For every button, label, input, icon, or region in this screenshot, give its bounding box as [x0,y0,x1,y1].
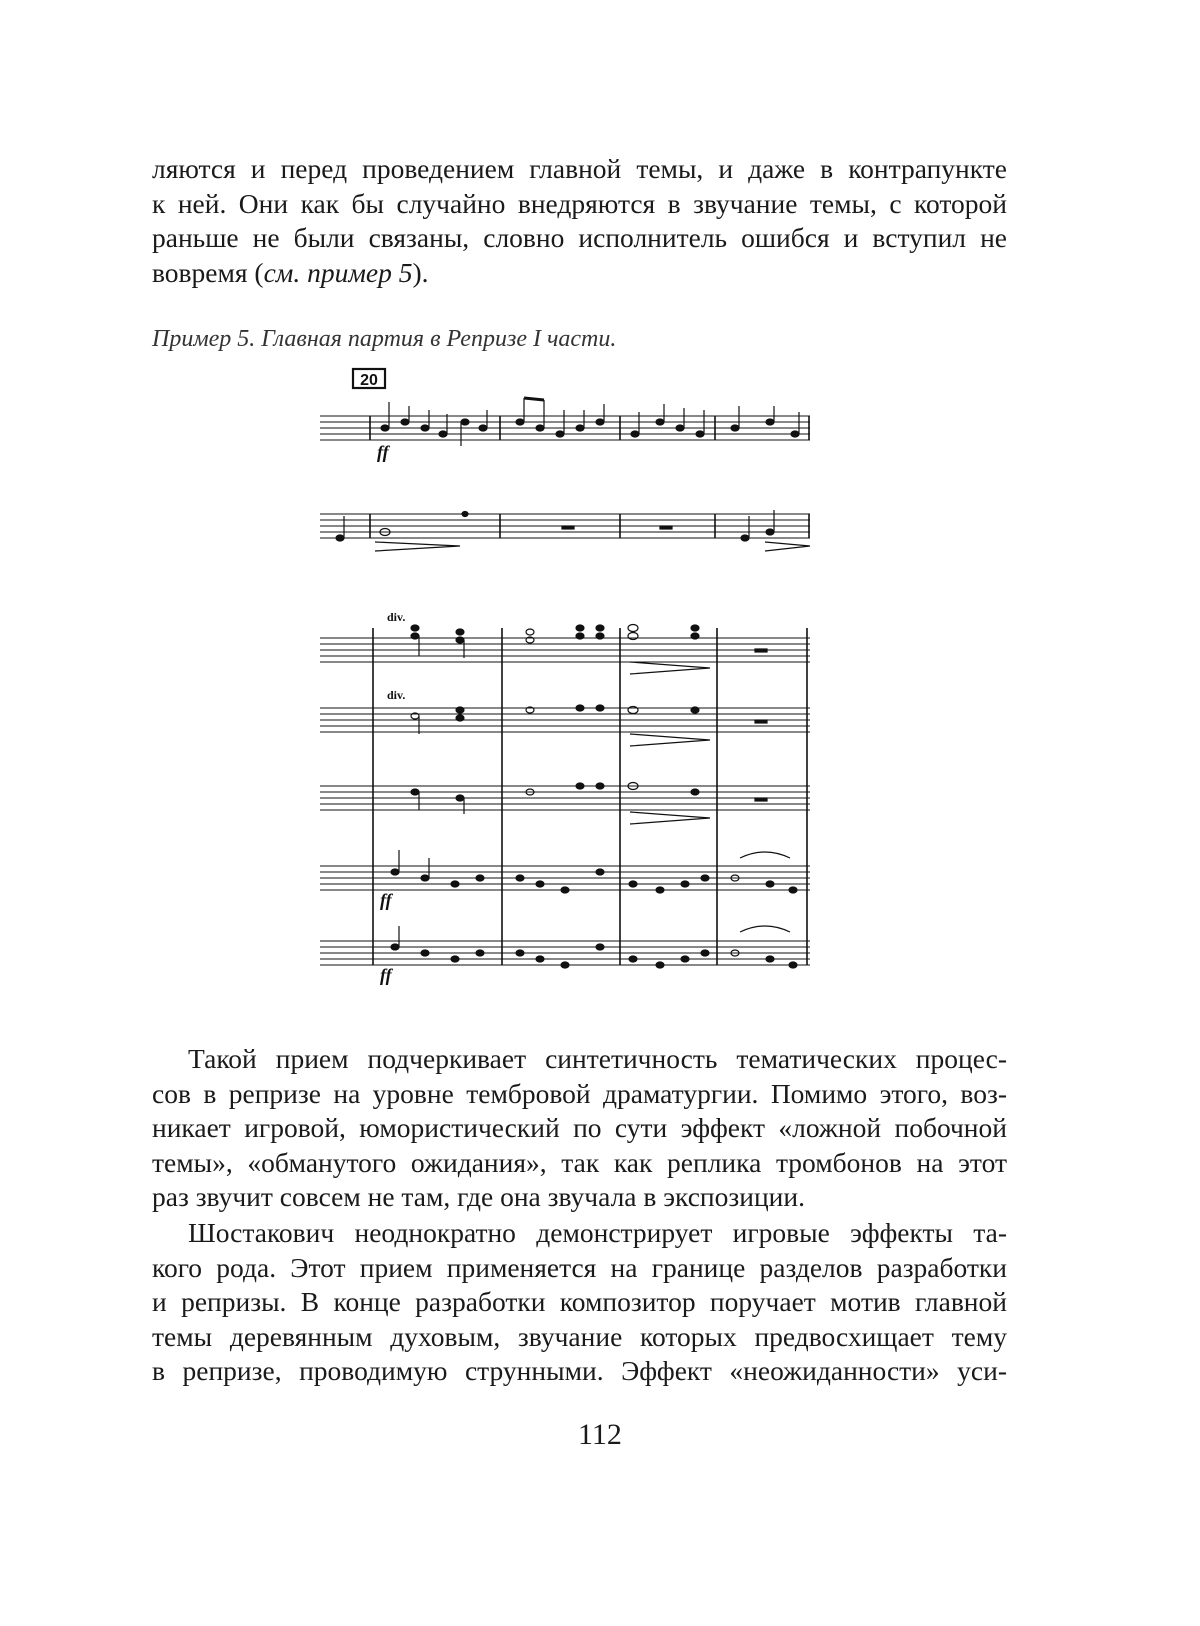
text-line: раз звучит совсем не там, где она звучала в экспозиции. [152,1181,805,1212]
page-number: 112 [578,1418,622,1451]
text-line: Шостакович неоднократно демонстрирует игровые эффекты та- [188,1217,1007,1248]
text-line [152,256,1007,291]
text-line: раньше не были связаны, словно исполнитель ошибся и вступил не [152,222,1007,253]
dynamic-marking: ff [377,442,389,462]
text-line: ляются и перед проведением главной темы, и даже в контрапункте [152,153,1007,184]
notes [336,398,799,968]
paragraph-body [152,1216,1007,1389]
text-line: темы», «обманутого ожидания», так как реплика тромбонов на этот [152,1146,1007,1178]
divisi-marking: div. [387,610,406,624]
dynamics-marks [375,542,810,932]
text-fragment: вовремя ( [152,256,264,288]
dynamic-marking: ff [380,965,392,985]
music-score-figure [315,366,815,986]
text-line: Такой прием подчеркивает синтетичность тематических процес- [188,1043,1007,1074]
text-line: кого рода. Этот прием применяется на границе разделов разработки [152,1251,1007,1283]
text-line: и репризы. В конце разработки композитор поручает мотив главной [152,1286,1007,1317]
paragraph-body [152,1042,1007,1215]
text-line: в репризе, проводимую струнными. Эффект «неожиданности» уси- [152,1355,1007,1386]
text-line: сов в репризе на уровне тембровой драматургии. Помимо этого, воз- [152,1077,1007,1109]
divisi-marking: div. [387,688,406,702]
staff-4 [320,708,810,732]
paragraph-continuation [152,152,1007,290]
example-caption: Пример 5. Главная партия в Репризе I части. [152,326,617,352]
dynamic-marking: ff [380,890,392,910]
staff-3 [320,638,810,662]
staff-5 [320,786,810,810]
text-line: темы деревянным духовым, звучание которых предвосхищает тему [152,1320,1007,1352]
rehearsal-mark: 20 [360,372,378,389]
text-line: к ней. Они как бы случайно внедряются в звучание темы, с которой [152,187,1007,219]
example-reference: см. пример 5 [263,256,413,288]
text-fragment: ). [412,256,429,288]
text-line: никает игровой, юмористический по сути эффект «ложной побочной [152,1112,1007,1143]
